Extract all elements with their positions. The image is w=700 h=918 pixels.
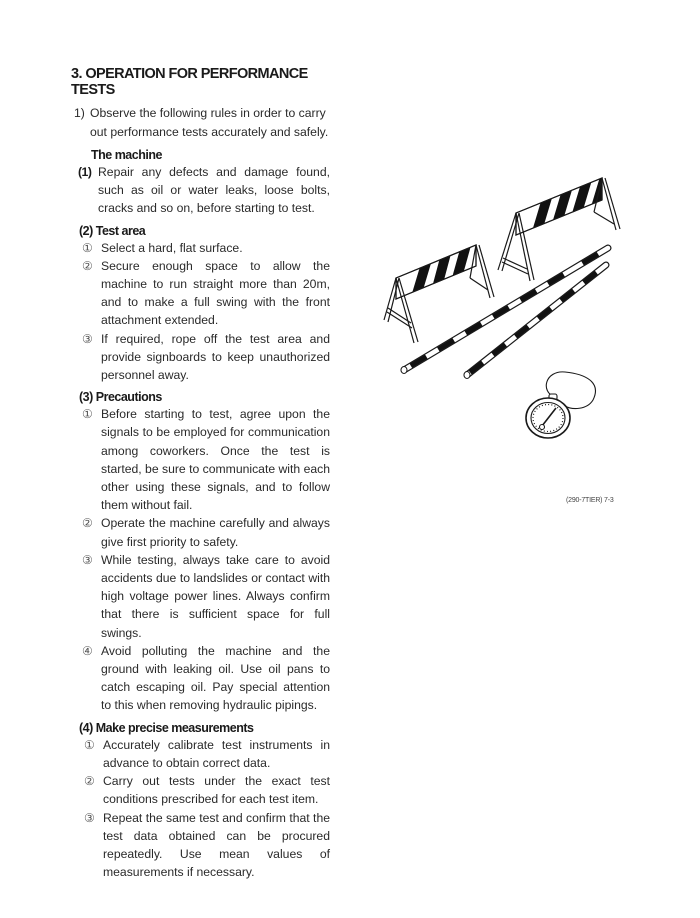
precautions-item — [72, 405, 330, 514]
test-equipment-illustration — [380, 170, 630, 470]
item-number: ④ — [82, 643, 93, 658]
precautions-heading: (3) Precautions — [79, 390, 162, 405]
intro-paragraph — [72, 104, 330, 141]
measurements-item — [72, 809, 330, 882]
item-text: Repeat the same test and confirm that the test data obtained can be procured repeatedly. Use mean values of measurements if necessary. — [103, 810, 330, 880]
item-text: Before starting to test, agree upon the signals to be employed for communication among coworkers. Once the test is started, be sure to communicate with each other using these signals, and to follow them without fail. — [101, 407, 330, 513]
item-text: Avoid polluting the machine and the ground with leaking oil. Use oil pans to catch escaping oil. Pay special attention to this when removing hydraulic pipings. — [101, 643, 330, 713]
item-number: ③ — [82, 331, 93, 346]
measurements-item — [72, 772, 330, 808]
item-text: While testing, always take care to avoid accidents due to landslides or contact with high voltage power lines. Always confirm that there is sufficient space for full swings. — [101, 552, 330, 640]
stopwatch-icon — [526, 372, 595, 438]
machine-heading: The machine — [91, 148, 162, 162]
item-number: ① — [82, 240, 93, 255]
item-number: ② — [82, 258, 93, 273]
item-number: ③ — [82, 552, 93, 567]
test-area-item — [72, 239, 330, 257]
test-area-item — [72, 257, 330, 330]
measurements-item — [72, 736, 330, 772]
section-title: 3. OPERATION FOR PERFORMANCE TESTS — [71, 66, 308, 98]
intro-number: 1) — [74, 106, 85, 120]
precautions-item — [72, 642, 330, 715]
item-number: ③ — [84, 810, 95, 825]
text-column — [72, 66, 330, 881]
item-number: ① — [84, 737, 95, 752]
item-text: Operate the machine carefully and always give first priority to safety. — [101, 516, 330, 549]
item-text: Carry out tests under the exact test conditions prescribed for each test item. — [103, 774, 330, 807]
test-area-heading: (2) Test area — [79, 223, 146, 238]
precautions-item — [72, 551, 330, 642]
item-text: Accurately calibrate test instruments in advance to obtain correct data. — [103, 737, 330, 770]
intro-text: Observe the following rules in order to carry out performance tests accurately and safely. — [90, 106, 329, 139]
measurements-heading: (4) Make precise measurements — [79, 720, 254, 735]
item-number: ② — [84, 774, 95, 789]
item-number: ② — [82, 516, 93, 531]
machine-item — [72, 163, 330, 218]
item-text: If required, rope off the test area and provide signboards to keep unauthorized personnel away. — [101, 331, 330, 383]
item-text: Secure enough space to allow the machine to run straight more than 20m, and to make a full swing with the front attachment extended. — [101, 258, 330, 328]
precautions-item — [72, 514, 330, 550]
test-area-item — [72, 330, 330, 385]
item-number: ① — [82, 407, 93, 422]
figure-caption: (290-7TIER) 7-3 — [566, 497, 614, 504]
item-number: (1) — [78, 165, 92, 179]
item-text: Select a hard, flat surface. — [101, 240, 243, 255]
item-text: Repair any defects and damage found, such as oil or water leaks, loose bolts, cracks and so on, before starting to test. — [98, 165, 330, 216]
